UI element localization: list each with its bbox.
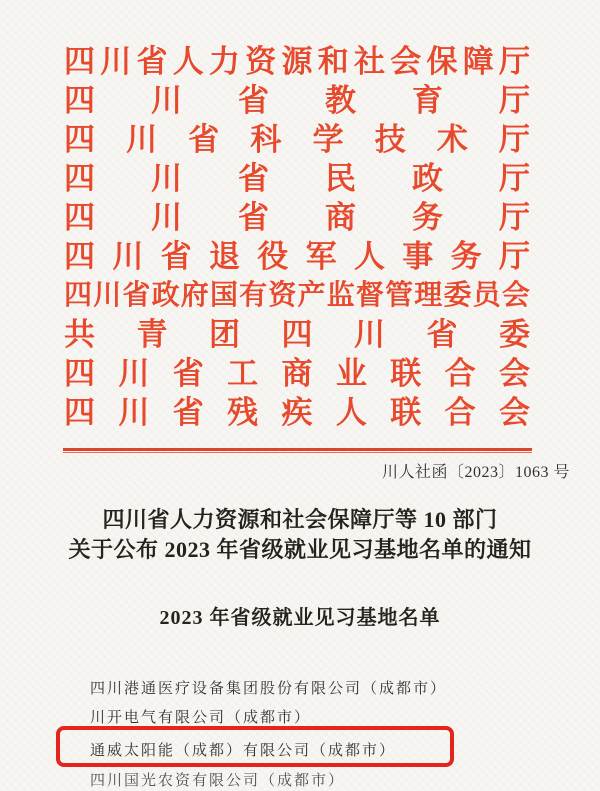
red-separator-rule xyxy=(63,448,532,453)
document-title xyxy=(0,505,600,565)
list-item: 四川国光农资有限公司（成都市） xyxy=(90,773,346,789)
document-header-orgs xyxy=(64,42,530,432)
header-org-line: 四 川 省 民 政 厅 xyxy=(64,161,530,196)
red-rule-thick-line xyxy=(63,448,532,451)
header-org-line: 四 川 省 工 商 业 联 合 会 xyxy=(64,356,530,391)
document-number: 川人社函〔2023〕1063 号 xyxy=(381,464,570,481)
document-title-line1: 四川省人力资源和社会保障厅等 10 部门 xyxy=(102,507,498,532)
header-org-line: 四 川 省 教 育 厅 xyxy=(64,83,530,118)
list-item-partial-clip xyxy=(0,769,600,789)
header-org-line: 四 川 省 政 府 国 有 资 产 监 督 管 理 委 员 会 xyxy=(64,279,530,311)
document-title-line2: 关于公布 2023 年省级就业见习基地名单的通知 xyxy=(68,537,532,562)
list-item-highlighted: 通威太阳能（成都）有限公司（成都市） xyxy=(90,743,397,759)
red-rule-thin-line xyxy=(63,452,532,453)
header-org-line: 四 川 省 商 务 厅 xyxy=(64,200,530,235)
list-item: 川开电气有限公司（成都市） xyxy=(90,710,312,726)
header-org-line: 四 川 省 人 力 资 源 和 社 会 保 障 厅 xyxy=(64,44,530,79)
header-org-line: 四 川 省 科 学 技 术 厅 xyxy=(64,122,530,157)
header-org-line: 四 川 省 残 疾 人 联 合 会 xyxy=(64,395,530,430)
list-item: 四川港通医疗设备集团股份有限公司（成都市） xyxy=(90,681,448,697)
header-org-line: 四 川 省 退 役 军 人 事 务 厅 xyxy=(64,239,530,274)
header-org-line: 共 青 团 四 川 省 委 xyxy=(64,317,530,352)
section-title: 2023 年省级就业见习基地名单 xyxy=(159,607,441,629)
